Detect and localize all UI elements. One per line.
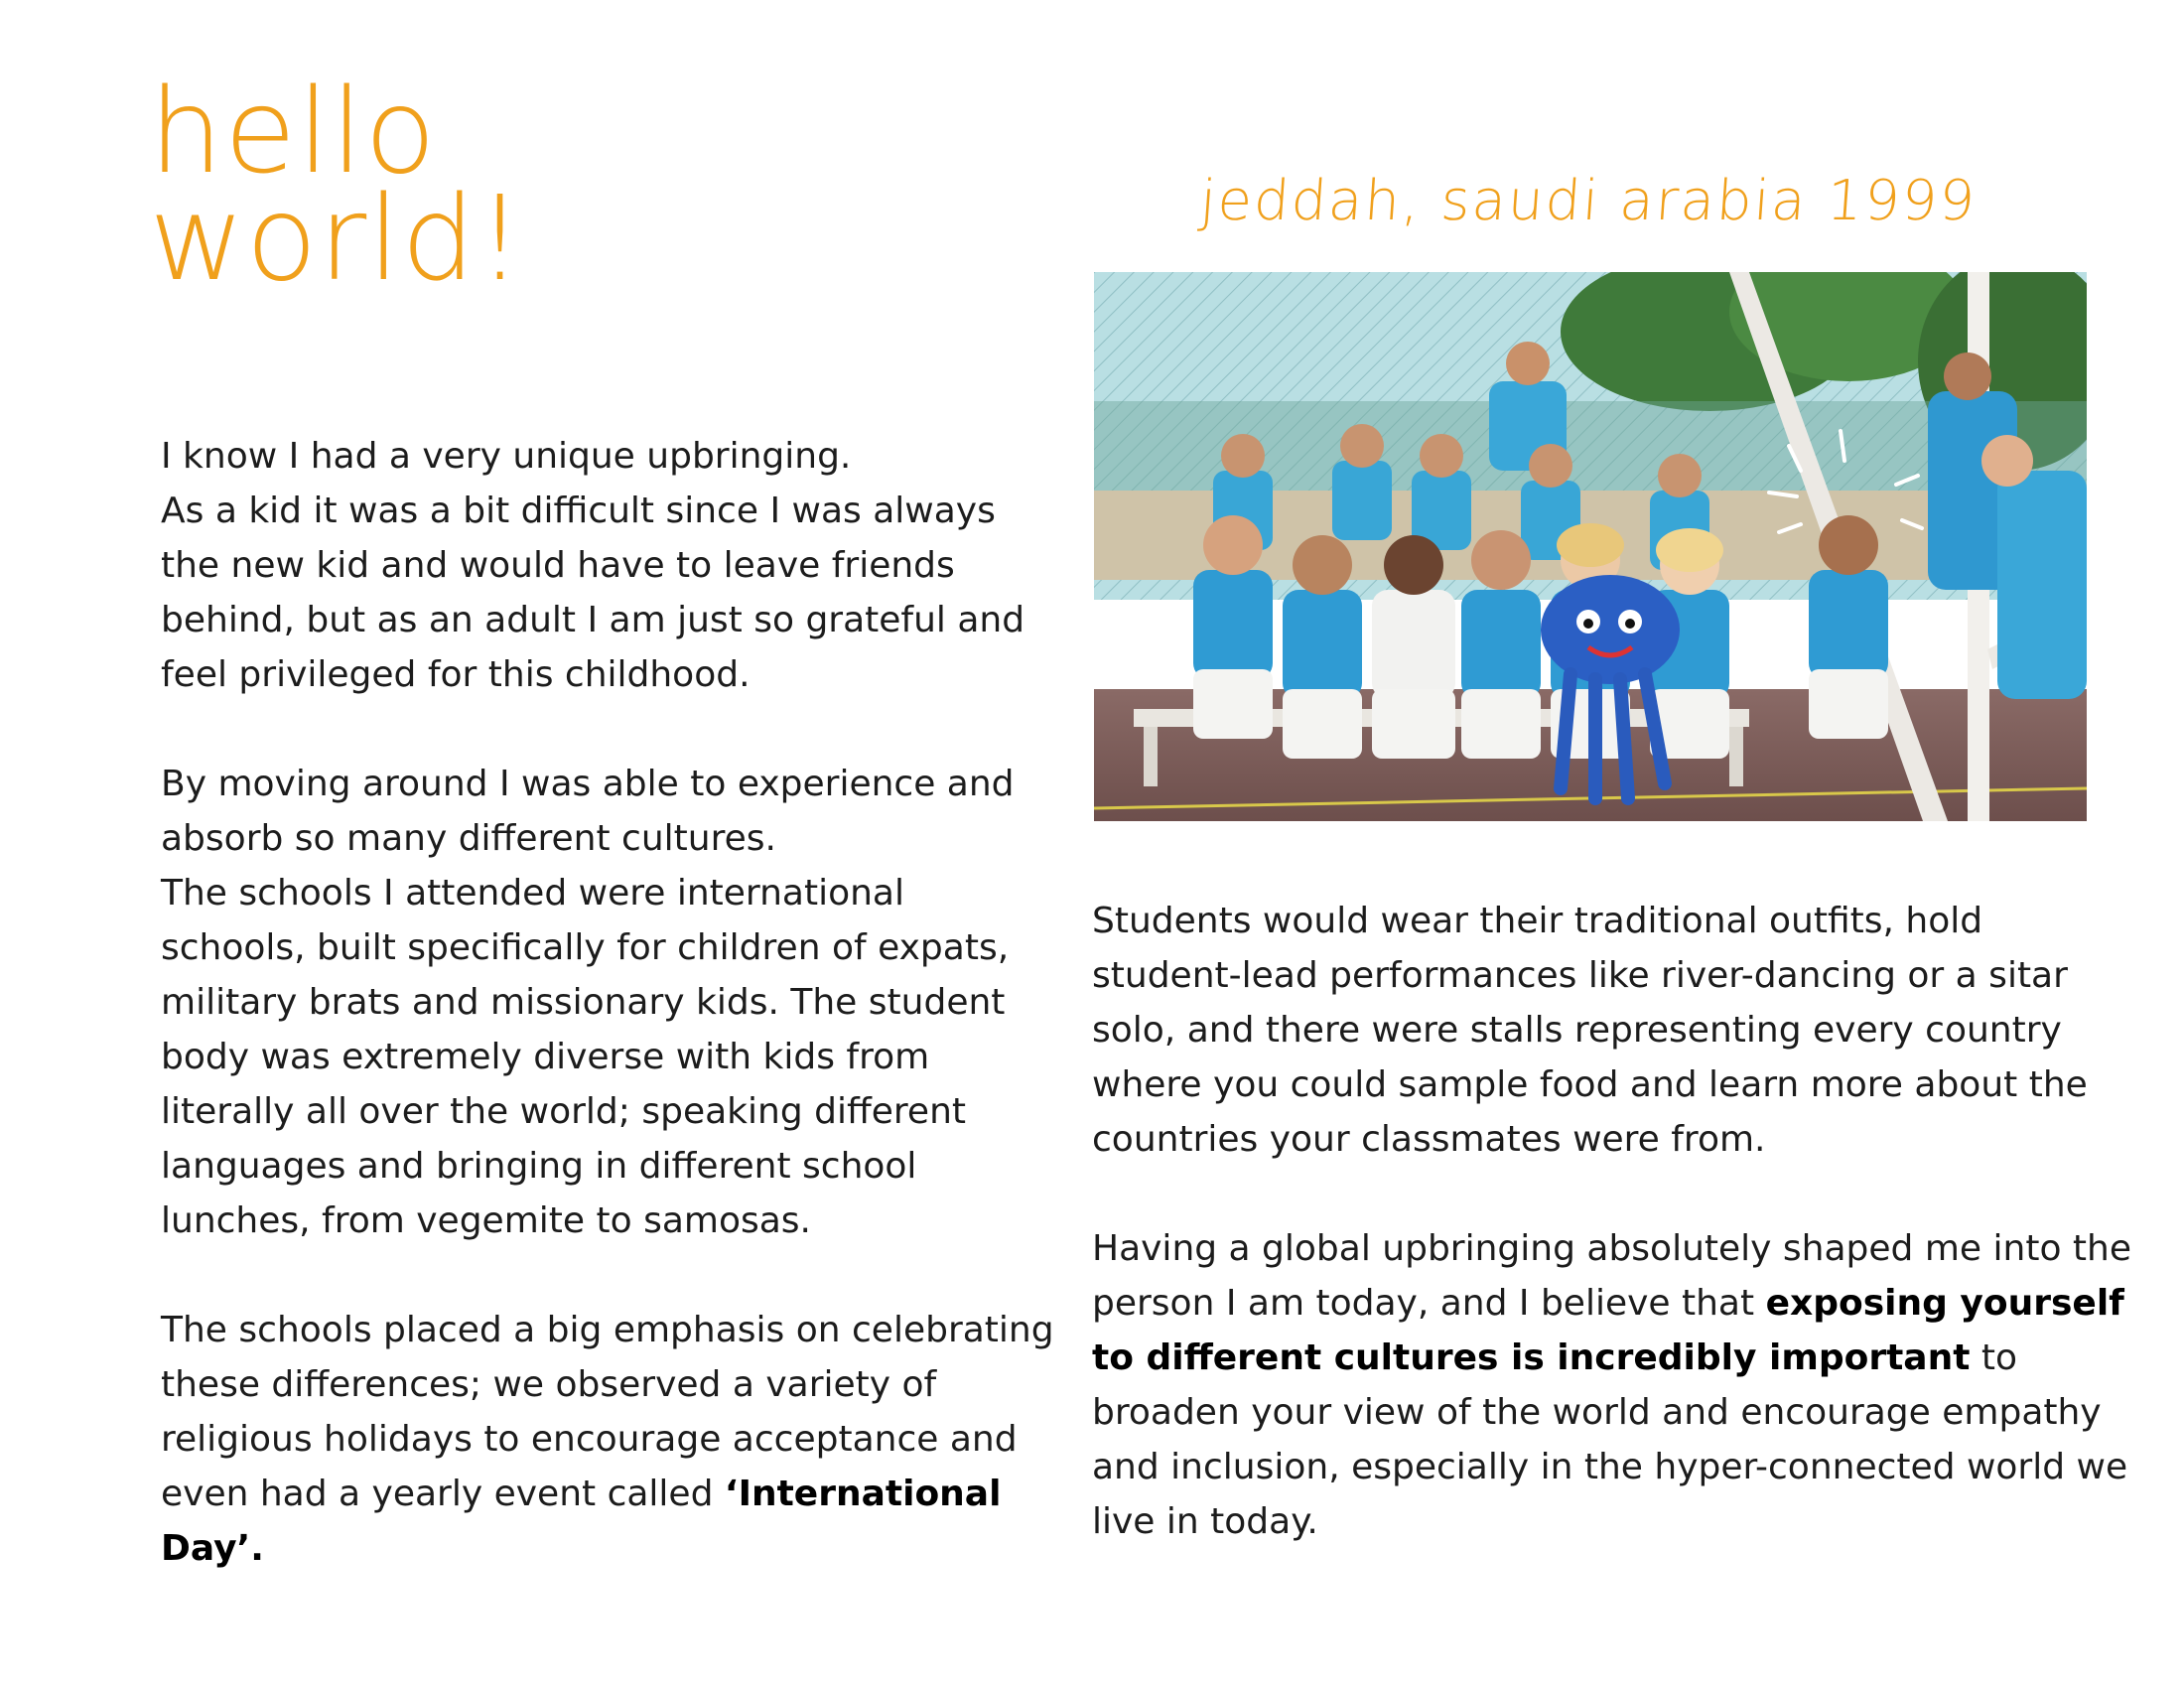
right-paragraph-1: Students would wear their traditional outfits, hold student-lead performances like river-dancing or a sitar solo, and there were stalls representing every country where you could sample food and learn more about the countries your classmates were from. [1092,901,2088,1160]
left-paragraph-2: By moving around I was able to experience and absorb so many different cultures. The schools I attended were international schools, built specifically for children of expats, military brats and missionary kids. The student body was extremely diverse with kids from literally all over the world; speaking different languages and bringing in different school lunches, from vegemite to samosas. [161,764,1015,1241]
class-photo-illustration [1094,272,2087,821]
page-headline [149,63,525,307]
left-text-column [161,429,1054,1576]
right-text-column [1092,894,2134,1549]
headline-line-2: world! [149,170,525,307]
international-day-bold: ‘International Day’. [161,1474,1002,1569]
headline-line-1: hello [149,63,438,200]
left-paragraph-3-text: The schools placed a big emphasis on celebrating these differences; we observed a variety of religious holidays to encourage acceptance and even had a yearly event called [161,1310,1054,1514]
left-paragraph-3 [161,1303,1054,1576]
right-paragraph-2-text-after: to broaden your view of the world and encourage empathy and inclusion, especially in the hyper-connected world we live in today. [1092,1337,2128,1542]
left-paragraph-1: I know I had a very unique upbringing. As a kid it was a bit difficult since I was always the new kid and would have to leave friends behind, but as an adult I am just so grateful and feel privileged for this childhood. [161,436,1025,695]
right-paragraph-2 [1092,1221,2134,1549]
right-paragraph-2-text-before: Having a global upbringing absolutely shaped me into the person I am today, and I believe that [1092,1228,2131,1324]
class-photo [1094,272,2087,821]
photo-caption: jeddah, saudi arabia 1999 [1197,169,1979,233]
cultures-important-bold: exposing yourself to different cultures is incredibly important [1092,1283,2124,1378]
